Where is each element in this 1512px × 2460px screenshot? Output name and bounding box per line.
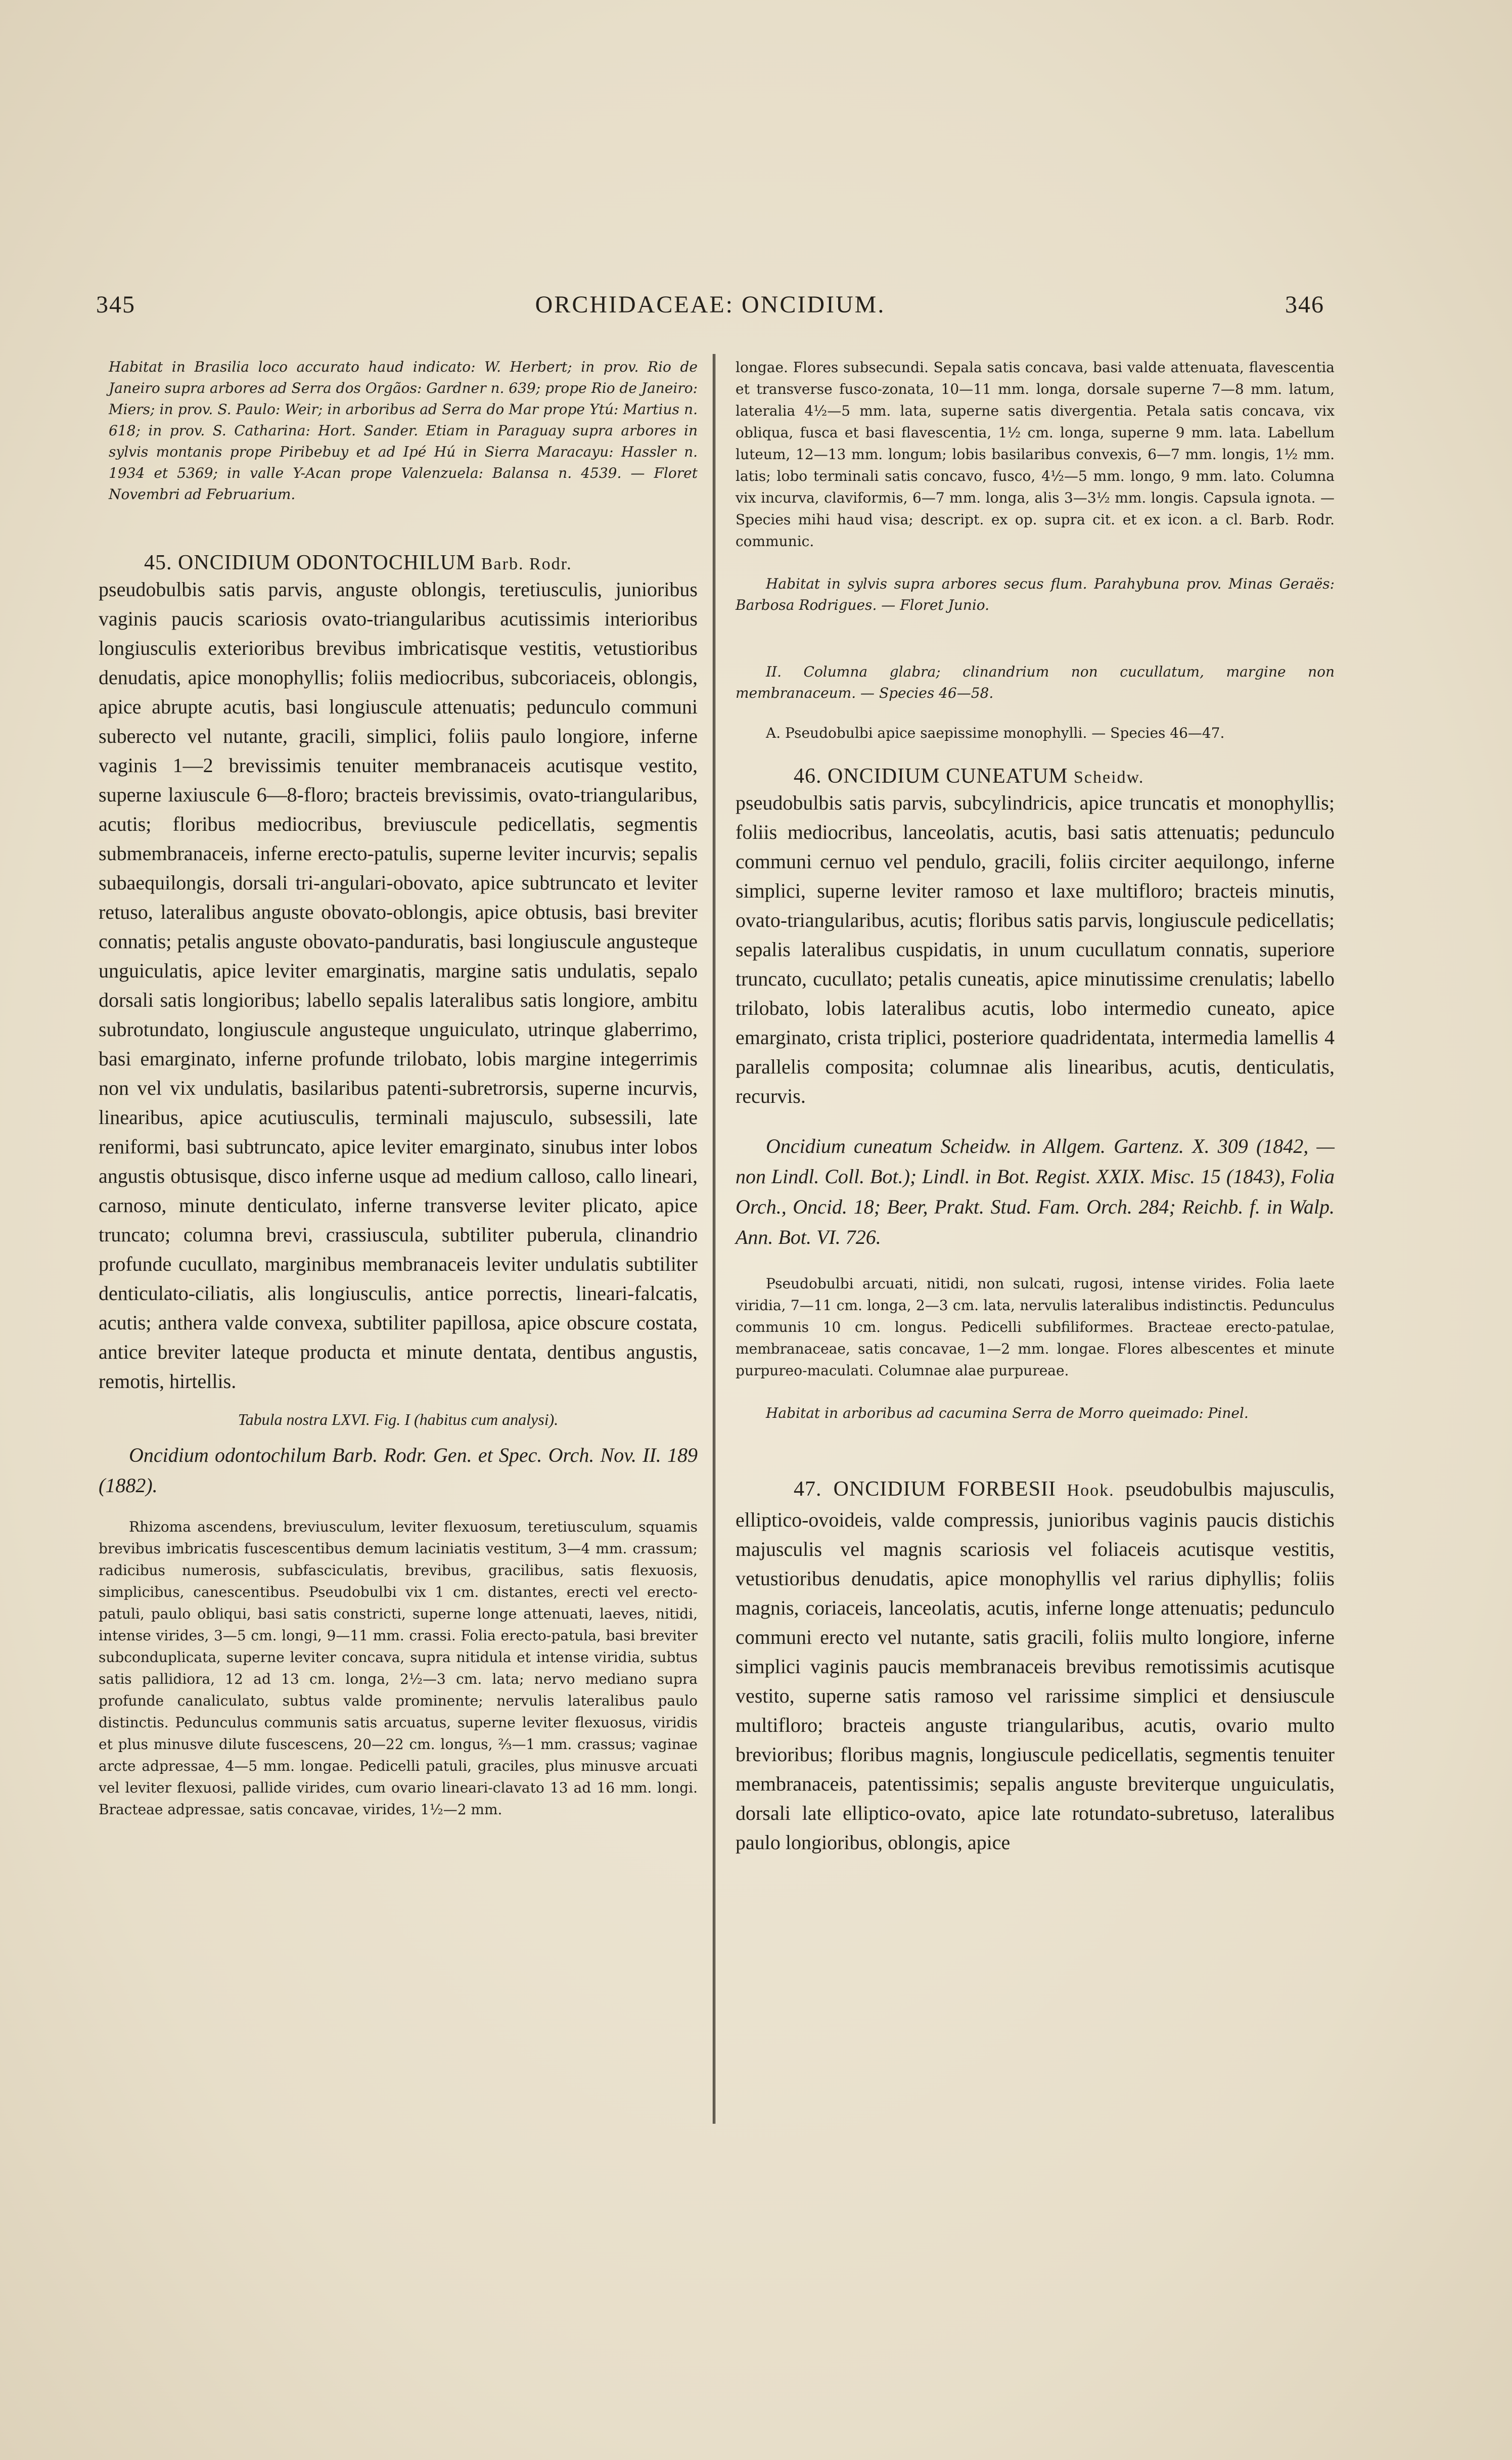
details-46: Pseudobulbi arcuati, nitidi, non sulcati, rugosi, intense virides. Folia laete viridia, 7—11 cm. longa, 2—3 cm. lata, nervulis lateralibus indistinctis. Pedunculus communis 10 cm. longus. Pedicelli subfiliformes. Bracteae erecto-patulae, membranaceae, satis concavae, 1—2 mm. longae. Flores albescentes et minute purpureo-maculati. Columnae alae purpureae. <box>736 1275 1335 1379</box>
heading-46-author: Scheidw. <box>1074 768 1144 787</box>
description-47-text: pseudobulbis majusculis, elliptico-ovoideis, valde compressis, junioribus vaginis paucis distichis majusculis vel magnis scariosis vel foliaceis acutisque vestitis, vetustioribus denudatis, apice monophyllis vel rarius diphyllis; foliis magnis, coriaceis, lanceolatis, acutis, inferne longe attenuatis; pedunculo communi erecto vel nutante, satis gracili, foliis multo longiore, inferne simplici vaginis paucis membranaceis brevibus remotissimis acutisque vestito, superne satis ramoso vel rarissime simplici et densiuscule multifloro; bracteis anguste triangularibus, acutis, ovario multo brevioribus; floribus magnis, longiuscule pedicellatis, segmentis tenuiter membranaceis, patentissimis; sepalis anguste breviterque unguiculatis, dorsali late elliptico-ovato, apice late rotundato-subretuso, lateralibus paulo longioribus, oblongis, apice <box>736 1478 1335 1854</box>
details-45-continued: longae. Flores subsecundi. Sepala satis concava, basi valde attenuata, flavescentia et transverse fusco-zonata, 10—11 mm. longa, dorsale superne 7—8 mm. latum, lateralia 4½—5 mm. lata, superne satis divergentia. Petala satis concava, vix obliqua, fusca et basi flavescentia, 1½ cm. longa, superne 9 mm. lata. Labellum luteum, 12—13 mm. longum; lobis basilaribus convexis, 6—7 mm. longis, 1½ mm. latis; lobo terminali satis concavo, fusco, 4½—5 mm. longo, 9 mm. lato. Columna vix incurva, claviformis, 6—7 mm. longa, alis 3—3½ mm. longis. Capsula ignota. — Species mihi haud visa; descript. ex op. supra cit. et ex icon. a cl. Barb. Rodr. communic. <box>736 359 1335 550</box>
heading-45-name: 45. ONCIDIUM ODONTOCHILUM <box>144 551 476 574</box>
description-47 <box>736 1474 1335 1857</box>
description-45: pseudobulbis satis parvis, anguste oblongis, teretiusculis, junioribus vaginis paucis scariosis ovato-triangularibus acutissimis interioribus longiusculis exterioribus brevibus imbricatisque vestitis, vetustioribus denudatis, apice monophyllis; foliis mediocribus, subcoriaceis, oblongis, apice abrupte acutis, basi longiuscule attenuatis; pedunculo communi suberecto vel nutante, gracili, simplici, foliis paulo longiore, inferne vaginis 1—2 brevissimis tenuiter membranaceis acutisque vestito, superne laxiuscule 6—8-floro; bracteis brevissimis, ovato-triangularibus, acutis; floribus mediocribus, breviuscule pedicellatis, segmentis submembranaceis, inferne erecto-patulis, superne leviter incurvis; sepalis subaequilongis, dorsali tri-angulari-obovato, apice subtruncato et leviter retuso, lateralibus anguste obovato-oblongis, apice obtusis, basi breviter connatis; petalis anguste obovato-panduratis, basi longiuscule angusteque unguiculatis, apice leviter emarginatis, margine satis undulatis, sepalo dorsali satis longioribus; labello sepalis lateralibus satis longiore, ambitu subrotundato, longiuscule angusteque unguiculato, utrinque glaberrimo, basi emarginato, inferne profunde trilobato, lobis margine integerrimis non vel vix undulatis, basilaribus patenti-subretrorsis, superne incurvis, linearibus, apice acutiusculis, terminali majusculo, subsessili, late reniformi, basi subtruncato, apice leviter emarginato, sinubus inter lobos angustis obtusisque, disco inferne usque ad medium calloso, callo lineari, carnoso, minute denticulato, inferne transverse leviter plicato, apice truncato; columna brevi, crassiuscula, subtiliter puberula, clinandrio profunde cucullato, marginibus membranaceis leviter undulatis subtiliter denticulato-ciliatis, alis longiusculis, antice porrectis, lineari-falcatis, acutis; anthera valde convexa, subtiliter papillosa, apice obscure costata, antice breviter lateque producta et minute dentata, dentibus angustis, remotis, hirtellis. <box>99 578 698 1393</box>
habitat-44: Habitat in Brasilia loco accurato haud indicato: W. Herbert; in prov. Rio de Janeiro supra arbores ad Serra dos Orgãos: Gardner n. 639; prope Rio de Janeiro: Miers; in prov. S. Paulo: Weir; in arboribus ad Serra do Mar prope Ytú: Martius n. 618; in prov. S. Catharina: Hort. Sander. Etiam in Paraguay supra arbores in sylvis montanis prope Piribebuy et ad Ipé Hú in Sierra Maracayu: Hassler n. 1934 et 5369; in valle Y-Acan prope Valenzuela: Balansa n. 4539. — Floret Novembri ad Februarium. <box>109 359 698 503</box>
reference-46: Oncidium cuneatum Scheidw. in Allgem. Gartenz. X. 309 (1842, — non Lindl. Coll. Bot.); Lindl. in Bot. Regist. XXIX. Misc. 15 (1843), Folia Orch., Oncid. 18; Beer, Prakt. Stud. Fam. Orch. 284; Reichb. f. in Walp. Ann. Bot. VI. 726. <box>736 1135 1335 1248</box>
details-45: Rhizoma ascendens, breviusculum, leviter flexuosum, teretiusculum, squamis brevibus imbricatis fuscescentibus demum laciniatis vestitum, 3—4 mm. crassum; radicibus numerosis, subfasciculatis, brevibus, gracilibus, satis flexuosis, simplicibus, canescentibus. Pseudobulbi vix 1 cm. distantes, erecti vel erecto-patuli, paulo obliqui, basi satis constricti, superne longe attenuati, laeves, nitidi, intense virides, 3—5 cm. longi, 9—11 mm. crassi. Folia erecto-patula, basi breviter subconduplicata, superne leviter concava, supra nitidula et intense viridia, subtus satis pallidiora, 12 ad 13 cm. longa, 2½—3 cm. lata; nervo mediano supra profunde canaliculato, subtus valde prominente; nervulis lateralibus paulo distinctis. Pedunculus communis satis arcuatus, superne leviter flexuosus, viridis et plus minusve dilute fuscescens, 20—22 cm. longus, ⅔—1 mm. crassus; vaginae arcte adpressae, 4—5 mm. longae. Pedicelli patuli, graciles, plus minusve arcuati vel leviter flexuosi, pallide virides, cum ovario lineari-clavato 13 ad 16 mm. longi. Bracteae adpressae, satis concavae, virides, 1½—2 mm. <box>99 1518 698 1818</box>
reference-45: Oncidium odontochilum Barb. Rodr. Gen. et Spec. Orch. Nov. II. 189 (1882). <box>99 1444 698 1497</box>
section-II: II. Columna glabra; clinandrium non cucullatum, margine non membranaceum. — Species 46—58. <box>736 663 1335 701</box>
column-divider <box>713 354 715 2124</box>
heading-47-name: 47. ONCIDIUM FORBESII <box>794 1478 1057 1501</box>
section-A: A. Pseudobulbi apice saepissime monophylli. — Species 46—47. <box>766 725 1225 741</box>
page-number-right: 346 <box>1285 291 1324 318</box>
running-header <box>96 291 1324 321</box>
right-column <box>736 356 1335 1857</box>
heading-45 <box>144 551 698 575</box>
running-title: ORCHIDACEAE: ONCIDIUM. <box>535 291 886 318</box>
heading-46-name: 46. ONCIDIUM CUNEATUM <box>794 765 1068 788</box>
tabula-reference: Tabula nostra LXVI. Fig. I (habitus cum analysi). <box>238 1410 559 1428</box>
left-column <box>99 356 698 1820</box>
heading-45-author: Barb. Rodr. <box>481 555 572 573</box>
habitat-45: Habitat in sylvis supra arbores secus flum. Parahybuna prov. Minas Geraës: Barbosa Rodrigues. — Floret Junio. <box>736 575 1335 613</box>
heading-47-author: Hook. <box>1067 1481 1115 1500</box>
habitat-46: Habitat in arboribus ad cacumina Serra de Morro queimado: Pinel. <box>766 1405 1249 1421</box>
description-46: pseudobulbis satis parvis, subcylindricis, apice truncatis et monophyllis; foliis mediocribus, lanceolatis, acutis, basi satis attenuatis; pedunculo communi cernuo vel pendulo, gracili, foliis circiter aequilongo, inferne simplici, superne leviter ramoso et laxe multifloro; bracteis minutis, ovato-triangularibus, acutis; floribus satis parvis, longiuscule pedicellatis; sepalis lateralibus cuspidatis, in unum cucullatum connatis, superiore truncato, cucullato; petalis cuneatis, apice minutissime crenulatis; labello trilobato, lobis lateralibus acutis, lobo intermedio cuneato, apice emarginato, crista triplici, posteriore quadridentata, intermedia lamellis 4 parallelis composita; columnae alis linearibus, acutis, denticulatis, recurvis. <box>736 791 1335 1107</box>
heading-46 <box>794 764 1335 788</box>
page-number-left: 345 <box>96 291 135 318</box>
